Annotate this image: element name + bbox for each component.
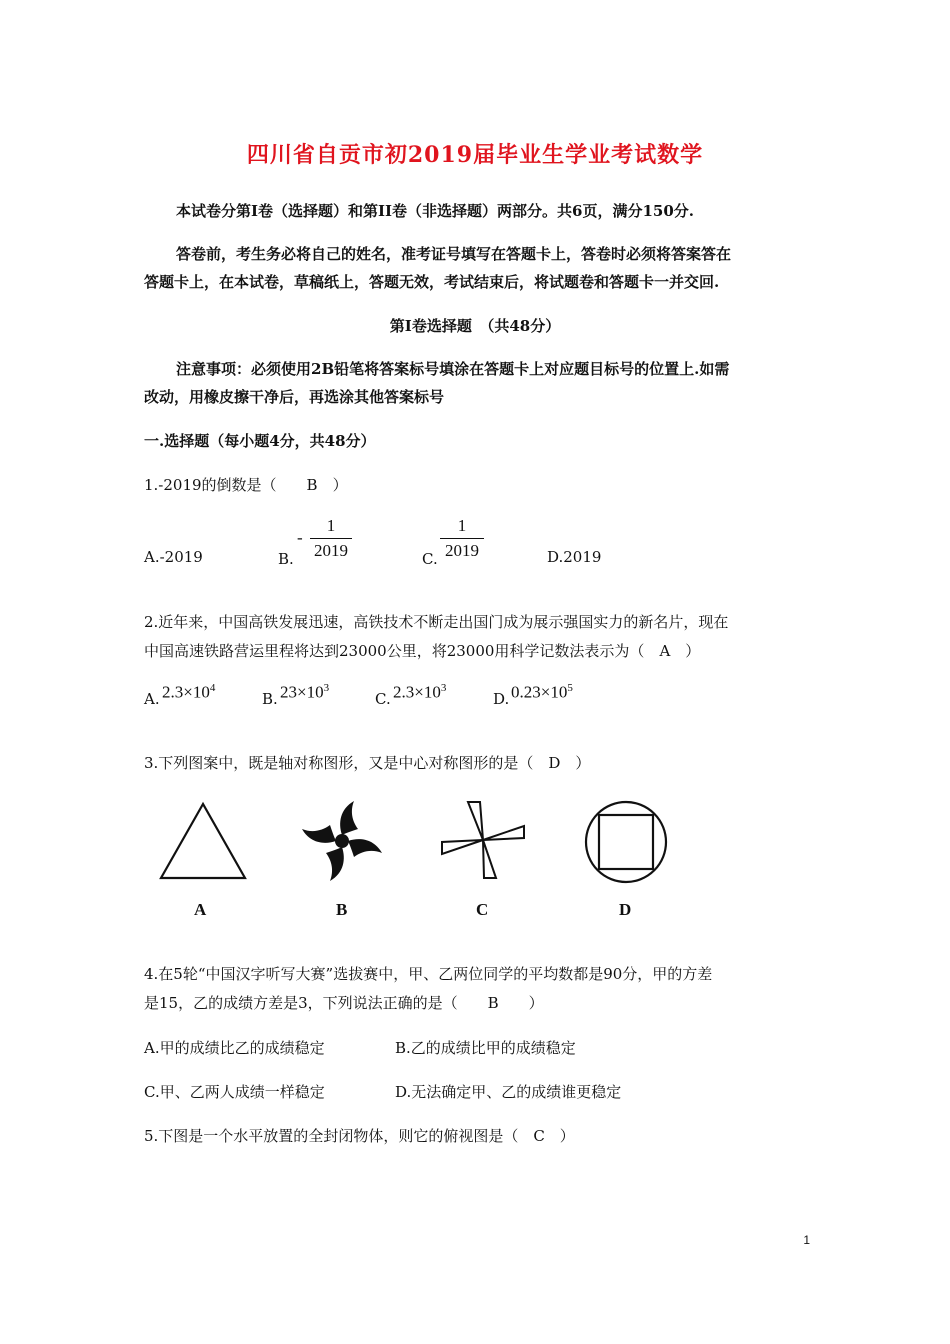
q2-d-base: 0.23×10 <box>511 682 568 702</box>
q3-label-b: B <box>336 900 348 919</box>
q1-option-c-label: C. <box>422 550 438 568</box>
q1-option-b-sign: - <box>297 528 303 547</box>
q4-option-a: A.甲的成绩比乙的成绩稳定 <box>144 1039 325 1057</box>
q2-c-exponent: 3 <box>440 682 447 694</box>
triangle-icon <box>155 800 251 882</box>
q2-option-b-label: B. <box>262 690 278 708</box>
q2-option-a-label: A. <box>144 690 160 708</box>
q4-option-c: C.甲、乙两人成绩一样稳定 <box>144 1083 325 1101</box>
q2-a-base: 2.3×10 <box>162 682 210 702</box>
q5-stem: 5.下图是一个水平放置的全封闭物体，则它的俯视图是（ C ） <box>144 1127 575 1145</box>
q4-option-d: D.无法确定甲、乙的成绩谁更稳定 <box>395 1083 622 1101</box>
notice-line-2: 改动，用橡皮擦干净后，再选涂其他答案标号 <box>144 388 445 406</box>
pinwheel-swirl-icon <box>296 796 388 886</box>
q2-d-exponent: 5 <box>567 682 573 694</box>
circle-square-icon <box>580 797 672 887</box>
page-title: 四川省自贡市初2019届毕业生学业考试数学 <box>246 142 704 168</box>
q2-option-d-label: D. <box>493 690 510 708</box>
q3-label-d: D <box>619 900 632 919</box>
q2-stem-line-2: 中国高速铁路营运里程将达到23000公里，将23000用科学记数法表示为（ A ） <box>144 642 701 660</box>
q2-option-a <box>162 682 215 703</box>
intro-line-2: 答卷前，考生务必将自己的姓名，准考证号填写在答题卡上，答卷时必须将答案答在 <box>176 245 732 263</box>
q2-c-base: 2.3×10 <box>393 682 441 702</box>
q1-stem: 1.-2019的倒数是（ B ） <box>144 476 348 494</box>
q1-option-b-label: B. <box>278 550 294 568</box>
q2-stem-line-1: 2.近年来，中国高铁发展迅速，高铁技术不断走出国门成为展示强国实力的新名片，现在 <box>144 613 729 631</box>
q1-option-a: A.-2019 <box>144 548 203 566</box>
q4-stem-line-1: 4.在5轮“中国汉字听写大赛”选拔赛中，甲、乙两位同学的平均数都是90分，甲的方差 <box>144 965 713 983</box>
q2-b-exponent: 3 <box>323 682 330 694</box>
section-heading: 第Ⅰ卷选择题 （共48分） <box>389 317 561 335</box>
intro-line-3: 答题卡上，在本试卷，草稿纸上，答题无效，考试结束后，将试题卷和答题卡一并交回. <box>144 273 720 291</box>
q3-stem: 3.下列图案中，既是轴对称图形，又是中心对称图形的是（ D ） <box>144 754 591 772</box>
q1-option-c-fraction <box>440 516 484 561</box>
q1-b-denominator: 2019 <box>314 541 348 560</box>
q2-a-exponent: 4 <box>209 682 216 694</box>
q2-option-b <box>280 682 329 703</box>
part-heading: 一.选择题（每小题4分，共48分） <box>144 432 376 450</box>
q4-stem-line-2: 是15，乙的成绩方差是3，下列说法正确的是（ B ） <box>144 994 544 1012</box>
q4-option-b: B.乙的成绩比甲的成绩稳定 <box>395 1039 576 1057</box>
q2-b-base: 23×10 <box>280 682 324 702</box>
q1-c-denominator: 2019 <box>445 541 479 560</box>
windmill-icon <box>438 800 528 880</box>
q1-b-numerator: 1 <box>326 516 336 535</box>
page-number: 1 <box>803 1233 810 1247</box>
q2-option-d <box>511 682 573 703</box>
q2-option-c-label: C. <box>375 690 391 708</box>
q1-c-numerator: 1 <box>457 516 467 535</box>
notice-line-1: 注意事项：必须使用2B铅笔将答案标号填涂在答题卡上对应题目标号的位置上.如需 <box>176 360 730 378</box>
q3-label-c: C <box>476 900 489 919</box>
q1-option-d: D.2019 <box>547 548 602 566</box>
q1-option-b-fraction <box>310 516 352 561</box>
q3-label-a: A <box>194 900 207 919</box>
intro-line-1: 本试卷分第Ⅰ卷（选择题）和第II卷（非选择题）两部分。共6页，满分150分. <box>176 202 695 220</box>
q2-option-c <box>393 682 446 703</box>
